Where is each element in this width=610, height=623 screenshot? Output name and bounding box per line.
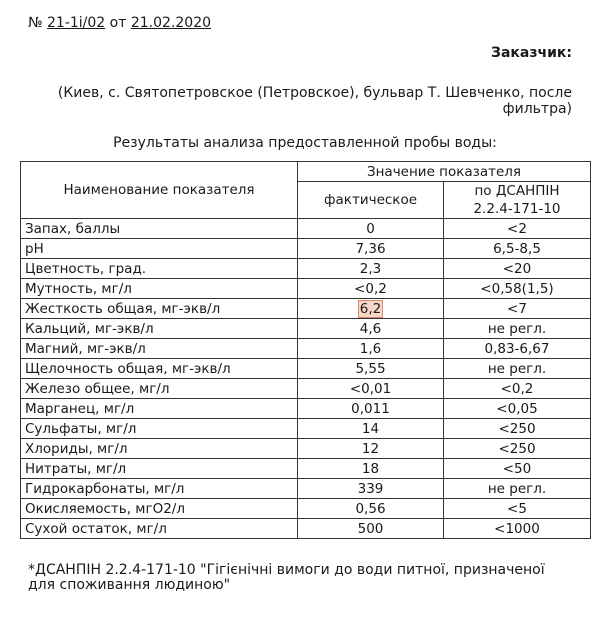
- indicator-name: Марганец, мг/л: [21, 399, 298, 419]
- actual-value-cell: [298, 259, 444, 279]
- indicator-name: Магний, мг-экв/л: [21, 339, 298, 359]
- indicator-name: Окисляемость, мгО2/л: [21, 499, 298, 519]
- indicator-name: Щелочность общая, мг-экв/л: [21, 359, 298, 379]
- actual-value: 4,6: [359, 320, 382, 337]
- indicator-name: Цветность, град.: [21, 259, 298, 279]
- norm-value: не регл.: [444, 319, 591, 339]
- table-row: [21, 419, 591, 439]
- norm-value: <5: [444, 499, 591, 519]
- table-row: [21, 499, 591, 519]
- norm-value: 6,5-8,5: [444, 239, 591, 259]
- actual-value: 18: [361, 460, 380, 477]
- indicator-name: Сухой остаток, мг/л: [21, 519, 298, 539]
- table-row: [21, 299, 591, 319]
- actual-value-cell: [298, 299, 444, 319]
- actual-value-cell: [298, 519, 444, 539]
- table-row: [21, 519, 591, 539]
- indicator-name: Жесткость общая, мг-экв/л: [21, 299, 298, 319]
- sample-address: [40, 85, 572, 117]
- actual-value-cell: [298, 279, 444, 299]
- column-header-actual: фактическое: [298, 182, 444, 219]
- actual-value: 500: [357, 520, 384, 537]
- results-title: Результаты анализа предоставленной пробы воды:: [113, 135, 497, 151]
- table-body: [21, 219, 591, 539]
- actual-value-cell: [298, 219, 444, 239]
- number-prefix: №: [28, 15, 43, 31]
- norm-value: не регл.: [444, 479, 591, 499]
- norm-value: <0,58(1,5): [444, 279, 591, 299]
- document-number: 21-1i/02: [47, 15, 106, 31]
- actual-value: <0,01: [349, 380, 392, 397]
- norm-header-line-2: 2.2.4-171-10: [473, 201, 561, 217]
- actual-value-cell: [298, 339, 444, 359]
- column-header-value: Значение показателя: [298, 162, 591, 182]
- table-row: [21, 359, 591, 379]
- actual-value-cell: [298, 379, 444, 399]
- norm-header-line-1: по ДСАНПІН: [474, 183, 560, 199]
- actual-value: 1,6: [359, 340, 382, 357]
- table-row: [21, 319, 591, 339]
- indicator-name: Кальций, мг-экв/л: [21, 319, 298, 339]
- norm-value: не регл.: [444, 359, 591, 379]
- actual-value-cell: [298, 419, 444, 439]
- document-number-line: [28, 15, 211, 31]
- results-table: [20, 161, 591, 539]
- table-row: [21, 459, 591, 479]
- indicator-name: Нитраты, мг/л: [21, 459, 298, 479]
- norm-value: <1000: [444, 519, 591, 539]
- actual-value-cell: [298, 399, 444, 419]
- table-row: [21, 439, 591, 459]
- table-header-row: [21, 162, 591, 182]
- indicator-name: Мутность, мг/л: [21, 279, 298, 299]
- footnote-line-2: для споживання людиною": [28, 577, 231, 593]
- actual-value: 7,36: [355, 240, 386, 257]
- norm-value: <250: [444, 439, 591, 459]
- actual-value: 5,55: [355, 360, 386, 377]
- indicator-name: Запах, баллы: [21, 219, 298, 239]
- actual-value: 6,2: [359, 300, 382, 317]
- indicator-name: Железо общее, мг/л: [21, 379, 298, 399]
- actual-value: 14: [361, 420, 380, 437]
- actual-value-cell: [298, 479, 444, 499]
- table-row: [21, 479, 591, 499]
- actual-value-cell: [298, 459, 444, 479]
- actual-value-cell: [298, 239, 444, 259]
- actual-value: 0: [366, 220, 375, 237]
- table-row: [21, 339, 591, 359]
- customer-label: Заказчик:: [491, 45, 572, 61]
- actual-value-cell: [298, 319, 444, 339]
- table-row: [21, 399, 591, 419]
- actual-value: 339: [357, 480, 384, 497]
- column-header-name: Наименование показателя: [21, 162, 298, 219]
- column-header-norm: [444, 182, 591, 219]
- norm-value: <7: [444, 299, 591, 319]
- norm-value: <50: [444, 459, 591, 479]
- actual-value: 2,3: [359, 260, 382, 277]
- norm-value: 0,83-6,67: [444, 339, 591, 359]
- indicator-name: Гидрокарбонаты, мг/л: [21, 479, 298, 499]
- table-row: [21, 239, 591, 259]
- actual-value-cell: [298, 439, 444, 459]
- norm-value: <20: [444, 259, 591, 279]
- actual-value: 0,011: [351, 400, 390, 417]
- document-date: 21.02.2020: [130, 15, 212, 31]
- date-prefix: от: [109, 15, 127, 31]
- indicator-name: Сульфаты, мг/л: [21, 419, 298, 439]
- actual-value-cell: [298, 359, 444, 379]
- table-row: [21, 259, 591, 279]
- norm-value: <0,2: [444, 379, 591, 399]
- indicator-name: Хлориды, мг/л: [21, 439, 298, 459]
- norm-value: <250: [444, 419, 591, 439]
- actual-value: 12: [361, 440, 380, 457]
- table-row: [21, 379, 591, 399]
- footnote: [28, 563, 588, 593]
- norm-value: <2: [444, 219, 591, 239]
- footnote-line-1: *ДСАНПІН 2.2.4-171-10 "Гігієнічні вимоги до води питної, призначеної: [28, 562, 545, 578]
- table-row: [21, 279, 591, 299]
- address-line-2: фильтра): [502, 101, 572, 117]
- actual-value: <0,2: [354, 280, 387, 297]
- indicator-name: pH: [21, 239, 298, 259]
- address-line-1: (Киев, с. Святопетровское (Петровское), бульвар Т. Шевченко, после: [57, 85, 572, 101]
- norm-value: <0,05: [444, 399, 591, 419]
- actual-value: 0,56: [355, 500, 386, 517]
- actual-value-cell: [298, 499, 444, 519]
- table-row: [21, 219, 591, 239]
